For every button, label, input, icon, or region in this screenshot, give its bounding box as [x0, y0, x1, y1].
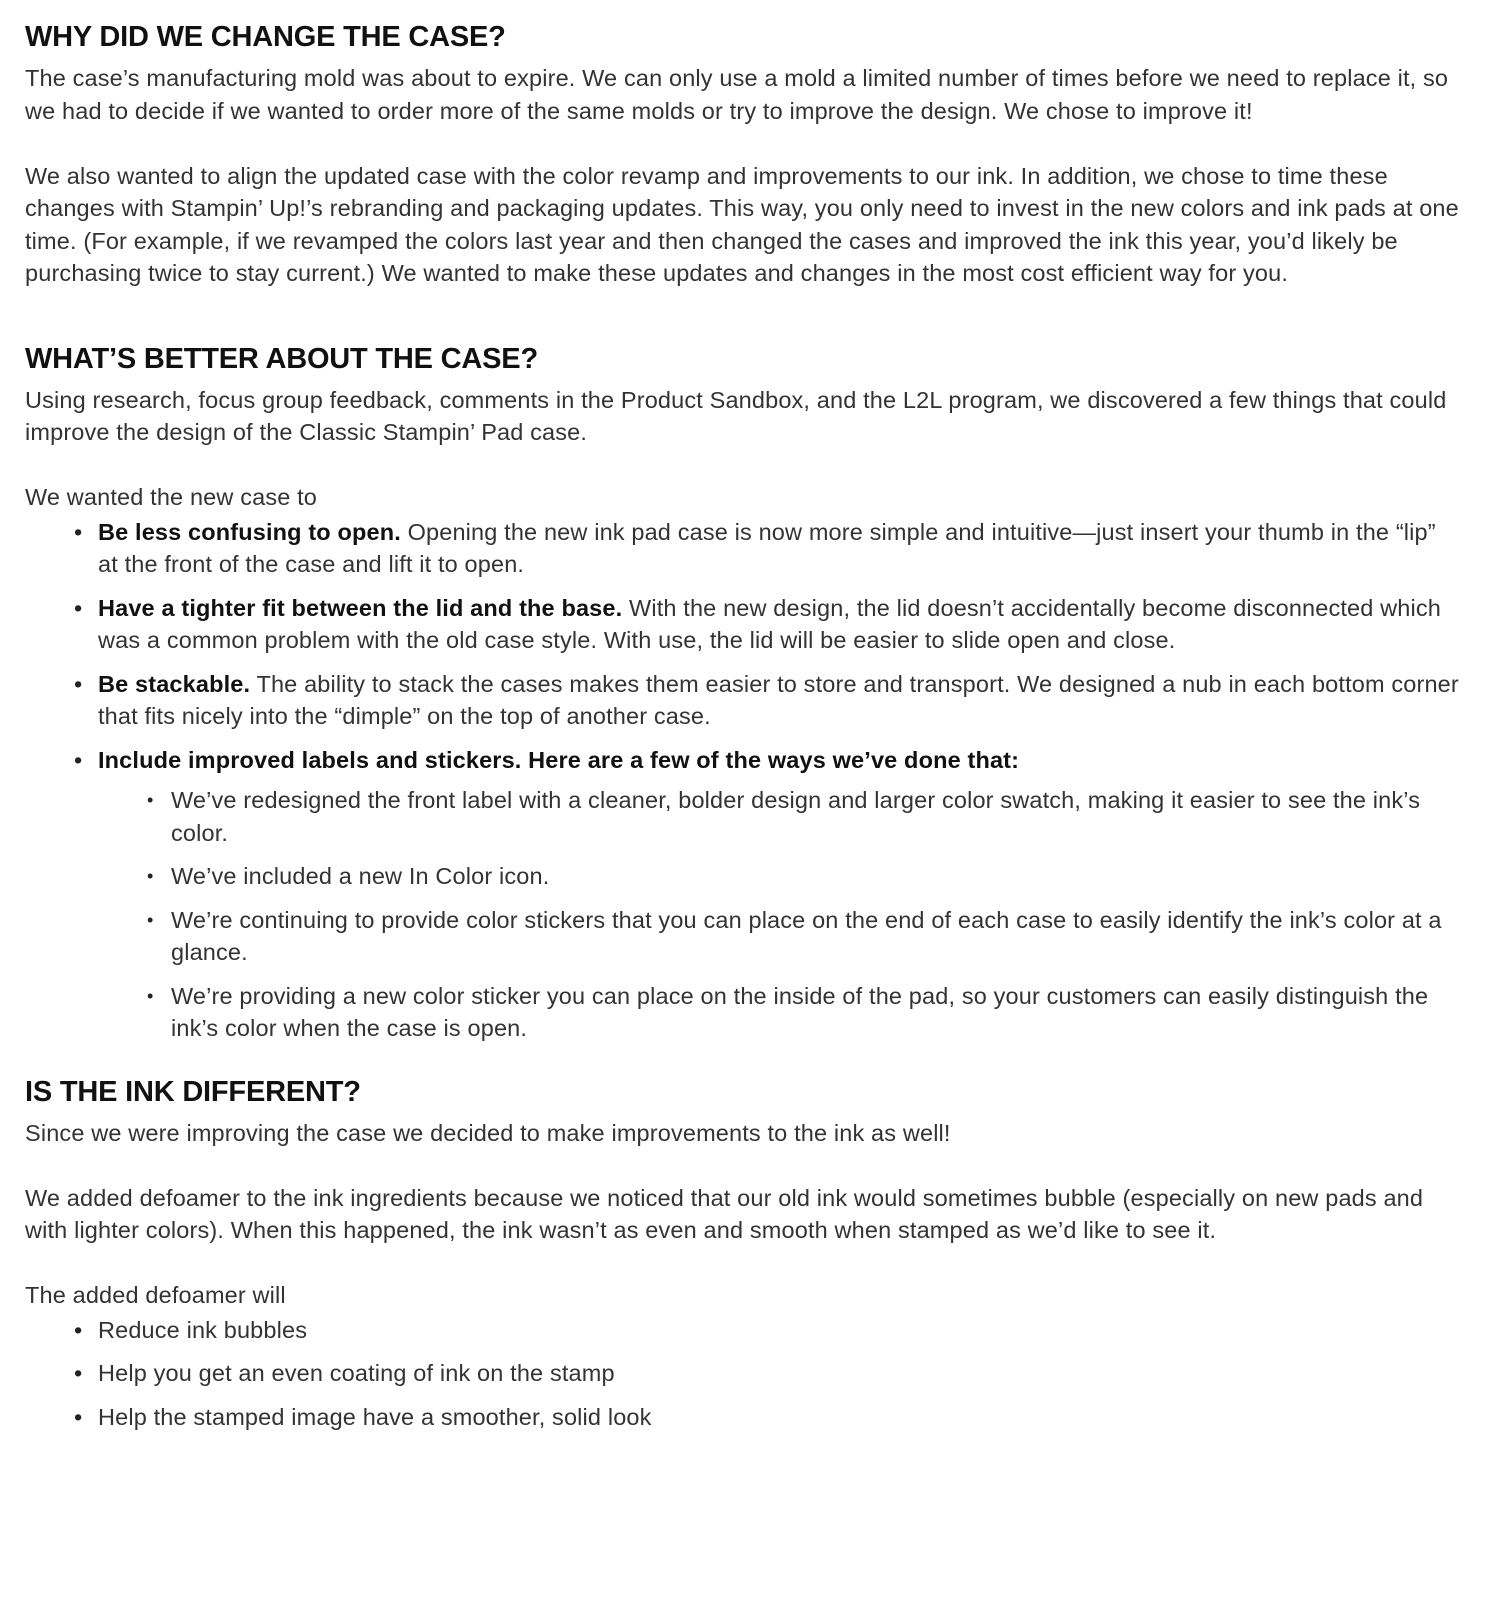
list-item-text: The ability to stack the cases makes them easier to store and transport. We designed a nub in each bottom corner that fits nicely into the “dimple” on the top of another case.: [98, 670, 1459, 729]
paragraph: The case’s manufacturing mold was about to expire. We can only use a mold a limited number of times before we need to replace it, so we had to decide if we wanted to order more of the same molds or try to improve the design. We chose to improve it!: [25, 65, 1449, 124]
list-item: [74, 592, 1462, 657]
list-item: [74, 516, 1462, 581]
list-item-title: Be stackable.: [98, 670, 251, 697]
heading-why-change: WHY DID WE CHANGE THE CASE?: [25, 21, 506, 53]
heading-whats-better: WHAT’S BETTER ABOUT THE CASE?: [25, 342, 538, 375]
defoamer-benefits-list: [25, 1314, 1462, 1434]
section-why-change: [25, 16, 1462, 290]
labels-sublist: [98, 784, 1462, 1045]
heading-ink-different: IS THE INK DIFFERENT?: [25, 1075, 361, 1108]
sublist-item: • We’re continuing to provide color stickers that you can place on the end of each case to easily identify the ink’s color at a glance.: [147, 904, 1462, 969]
list-item: [74, 668, 1462, 733]
sublist-item: • We’ve redesigned the front label with a cleaner, bolder design and larger color swatch, making it easier to see the ink’s color.: [147, 784, 1462, 849]
sublist-item: • We’re providing a new color sticker you can place on the inside of the pad, so your customers can easily distinguish the ink’s color when the case is open.: [147, 980, 1462, 1045]
improvements-list: [25, 516, 1462, 1045]
list-intro: We wanted the new case to: [25, 484, 318, 510]
paragraph: We added defoamer to the ink ingredients because we noticed that our old ink would sometimes bubble (especially on new pads and with lighter colors). When this happened, the ink wasn’t as even and smooth when stamped as we’d like to see it.: [25, 1184, 1424, 1243]
list-item-title: Have a tighter fit between the lid and the base.: [98, 594, 623, 621]
paragraph: Since we were improving the case we decided to make improvements to the ink as well!: [25, 1119, 951, 1146]
list-item: • Help the stamped image have a smoother, solid look: [74, 1401, 1462, 1434]
list-item: [74, 744, 1462, 1045]
list-item-text: With the new design, the lid doesn’t accidentally become disconnected which was a common problem with the old case style. With use, the lid will be easier to slide open and close.: [98, 594, 1442, 653]
section-whats-better: [25, 338, 1462, 1045]
list-item-title: Include improved labels and stickers. Here are a few of the ways we’ve done that:: [98, 746, 1020, 773]
paragraph: Using research, focus group feedback, comments in the Product Sandbox, and the L2L program, we discovered a few things that could improve the design of the Classic Stampin’ Pad case.: [25, 386, 1447, 445]
paragraph: We also wanted to align the updated case with the color revamp and improvements to our ink. In addition, we chose to time these changes with Stampin’ Up!’s rebranding and packaging updates. This way, you only need to invest in the new colors and ink pads at one time. (For example, if we revamped the colors last year and then changed the cases and improved the ink this year, you’d likely be purchasing twice to stay current.) We wanted to make these updates and changes in the most cost efficient way for you.: [25, 162, 1459, 286]
list-item: • Help you get an even coating of ink on the stamp: [74, 1357, 1462, 1390]
section-ink-different: [25, 1071, 1462, 1434]
list-intro: The added defoamer will: [25, 1282, 286, 1308]
list-item: • Reduce ink bubbles: [74, 1314, 1462, 1347]
list-item-title: Be less confusing to open.: [98, 518, 401, 545]
list-item-text: Opening the new ink pad case is now more simple and intuitive—just insert your thumb in the “lip” at the front of the case and lift it to open.: [98, 518, 1436, 577]
sublist-item: • We’ve included a new In Color icon.: [147, 860, 1462, 893]
